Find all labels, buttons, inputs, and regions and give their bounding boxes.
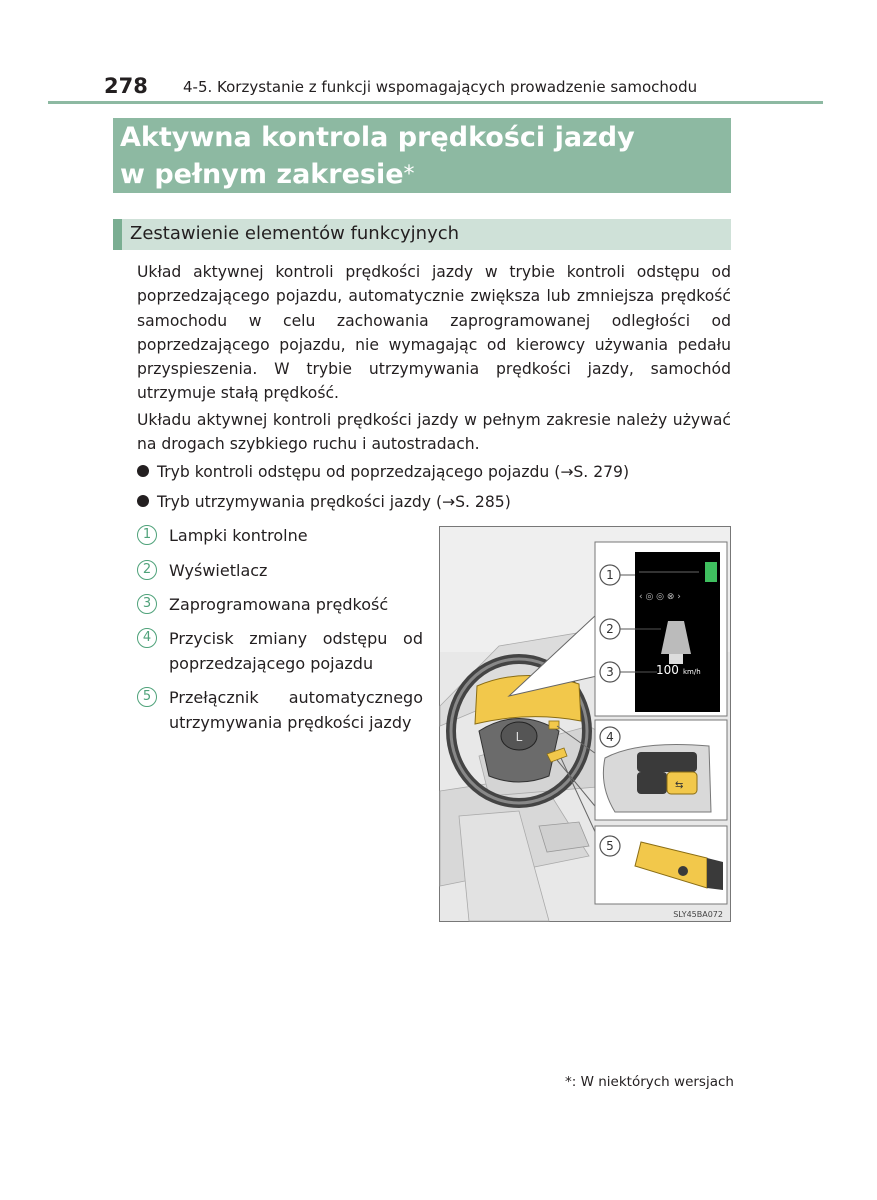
legend-item-3	[137, 593, 423, 618]
speed-unit: km/h	[683, 668, 701, 676]
legend-item-4	[137, 627, 423, 676]
svg-text:L: L	[515, 730, 523, 744]
title-asterisk: *	[403, 162, 415, 187]
callout-label: 1	[606, 568, 614, 582]
page-title-line2-text: w pełnym zakresie	[120, 159, 404, 190]
bullet-dot	[137, 465, 149, 477]
distance-button-highlight	[549, 721, 559, 729]
legend-item-text: Przełącznik automatycznego utrzymywania prędkości jazdy	[169, 688, 423, 732]
callout-label: 5	[606, 839, 614, 853]
cockpit-illustration	[439, 526, 731, 922]
bullet-item	[137, 490, 511, 514]
legend-item-2	[137, 559, 423, 584]
legend-item-5	[137, 686, 423, 735]
legend-item-text: Wyświetlacz	[169, 561, 268, 580]
bullet-text: Tryb utrzymywania prędkości jazdy (→S. 285)	[157, 493, 511, 511]
page-number: 278	[104, 74, 148, 98]
svg-text:⇆: ⇆	[675, 780, 684, 791]
legend-item-text: Lampki kontrolne	[169, 526, 308, 545]
page-title	[120, 119, 635, 193]
callout-number: 1	[137, 525, 157, 545]
bullet-item	[137, 460, 629, 484]
legend-item-text: Przycisk zmiany odstępu od poprzedzającego pojazdu	[169, 629, 423, 673]
legend-item-text: Zaprogramowana prędkość	[169, 595, 389, 614]
intro-paragraph: Układ aktywnej kontroli prędkości jazdy w trybie kontroli odstępu od poprzedzającego pojazdu, automatycznie zwiększa lub zmniejsza prędkość samochodu w celu zachowania zaprogramowanej odległości od poprzedzającego pojazdu, nie wymagając od kierowcy używania pedału przyspieszenia. W trybie utrzymywania prędkości jazdy, samochód utrzymuje stałą prędkość.	[137, 263, 731, 403]
page-title-line2	[120, 156, 635, 193]
callout-label: 3	[606, 665, 614, 679]
image-code: SLY45BA072	[673, 910, 723, 919]
page-title-line1: Aktywna kontrola prędkości jazdy	[120, 122, 635, 153]
speed-readout: 100	[656, 663, 679, 677]
callout-number: 2	[137, 560, 157, 580]
callout-number: 3	[137, 594, 157, 614]
bullet-dot	[137, 495, 149, 507]
footnote: *: W niektórych wersjach	[565, 1074, 734, 1090]
header-rule	[48, 101, 823, 104]
section-title: Zestawienie elementów funkcyjnych	[130, 223, 460, 244]
svg-text:‹ ◎ ◎ ⊗ ›: ‹ ◎ ◎ ⊗ ›	[639, 592, 681, 602]
callout-label: 2	[606, 622, 614, 636]
section-marker	[113, 219, 122, 250]
legend-item-1	[137, 524, 423, 549]
callout-label: 4	[606, 730, 614, 744]
callout-number: 5	[137, 687, 157, 707]
bullet-text: Tryb kontroli odstępu od poprzedzającego pojazdu (→S. 279)	[157, 463, 630, 481]
usage-paragraph: Układu aktywnej kontroli prędkości jazdy w pełnym zakresie należy używać na drogach szybkiego ruchu i autostradach.	[137, 411, 731, 454]
callout-number: 4	[137, 628, 157, 648]
running-title: 4-5. Korzystanie z funkcji wspomagających prowadzenie samochodu	[183, 78, 698, 96]
